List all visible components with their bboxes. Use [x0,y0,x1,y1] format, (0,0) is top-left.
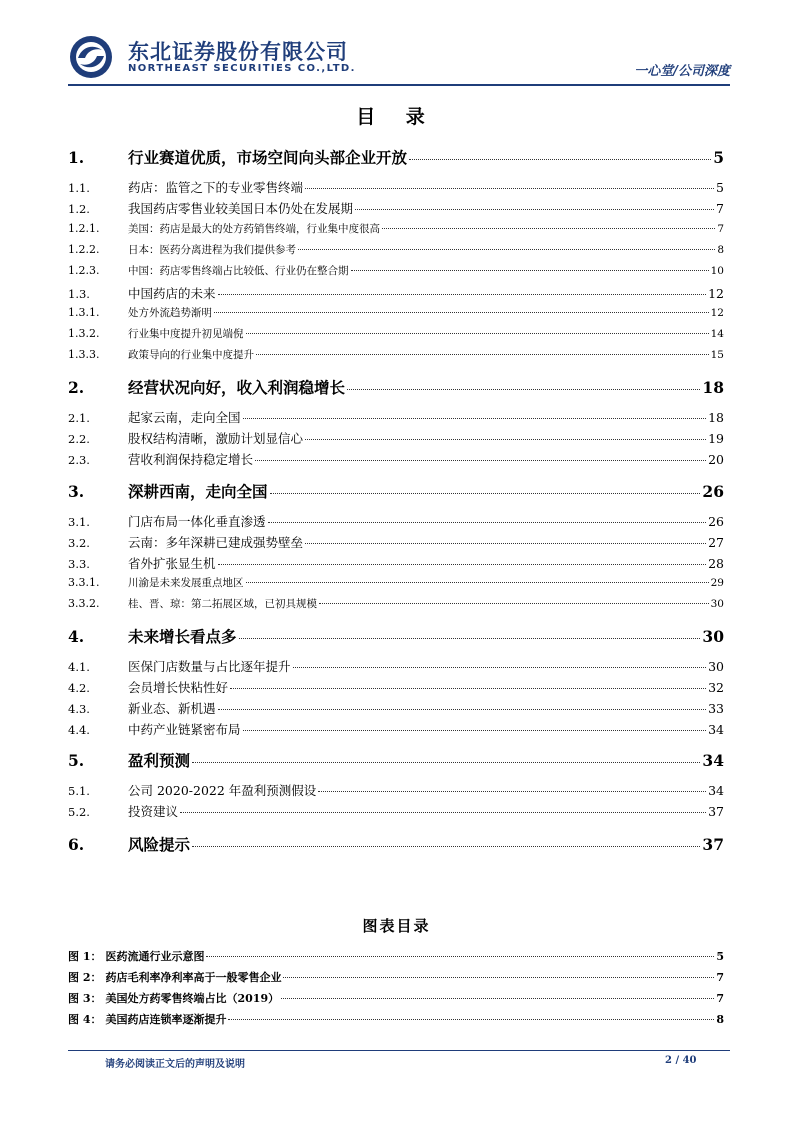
toc-entry[interactable] [68,376,724,398]
toc-page: 5 [713,148,724,167]
dot-leader [230,688,706,689]
dot-leader [246,582,709,583]
toc-text: 门店布局一体化垂直渗透 [128,514,266,529]
figure-number: 图 2： [68,971,102,984]
toc-text: 投资建议 [128,804,179,819]
figure-page: 7 [716,992,724,1005]
toc-text: 云南：多年深耕已建成强势壁垒 [128,535,304,550]
toc-entry[interactable] [68,480,724,502]
toc-text: 中国：药店零售终端占比较低、行业仍在整合期 [128,265,349,277]
toc-number: 1. [68,148,85,167]
toc-text: 营收利润保持稳定增长 [128,452,254,467]
toc-entry[interactable] [68,533,724,551]
figure-text: 美国药店连锁率逐渐提升 [105,1013,227,1026]
toc-number: 1.2.3. [68,264,100,277]
toc-title: 目 录 [356,106,437,128]
figure-entry[interactable] [68,948,724,964]
toc-entry[interactable] [68,657,724,675]
toc-entry[interactable] [68,512,724,530]
toc-text: 风险提示 [128,836,191,854]
toc-entry[interactable] [68,575,724,590]
toc-page: 20 [708,452,724,467]
toc-page: 12 [708,286,724,301]
toc-number: 1.3. [68,287,90,301]
toc-number: 4.1. [68,660,90,674]
header-divider [68,84,730,86]
toc-entry[interactable] [68,781,724,799]
toc-entry[interactable] [68,326,724,341]
toc-number: 2.3. [68,453,90,467]
toc-page: 33 [708,701,724,716]
toc-text: 起家云南，走向全国 [128,410,241,425]
dot-leader [206,956,714,957]
dot-leader [283,977,714,978]
page-header [68,34,730,82]
toc-number: 1.1. [68,181,90,195]
figure-text: 美国处方药零售终端占比（2019） [105,992,280,1005]
toc-page: 8 [717,244,724,256]
toc-entry[interactable] [68,554,724,572]
toc-text: 公司 2020-2022 年盈利预测假设 [128,783,317,798]
dot-leader [409,159,711,160]
toc-text: 经营状况向好，收入利润稳增长 [128,379,346,397]
toc-text: 中药产业链紧密布局 [128,722,241,737]
toc-entry[interactable] [68,429,724,447]
toc-text: 川渝是未来发展重点地区 [128,577,244,589]
figure-text: 药店毛利率净利率高于一般零售企业 [105,971,282,984]
toc-entry[interactable] [68,678,724,696]
dot-leader [218,709,707,710]
dot-leader [243,730,707,731]
figure-page: 7 [716,971,724,984]
dot-leader [228,1019,714,1020]
dot-leader [281,998,714,999]
figure-number: 图 3： [68,992,102,1005]
report-type: 一心堂/公司深度 [634,64,730,79]
dot-leader [305,543,706,544]
toc-entry[interactable] [68,263,724,278]
toc-text: 政策导向的行业集中度提升 [128,349,254,361]
company-logo-icon [68,34,114,80]
toc-page: 34 [708,783,724,798]
toc-entry[interactable] [68,749,724,771]
toc-entry[interactable] [68,596,724,611]
toc-entry[interactable] [68,221,724,236]
toc-text: 处方外流趋势渐明 [128,307,212,319]
toc-number: 3.1. [68,515,90,529]
toc-text: 未来增长看点多 [128,628,237,646]
toc-page: 30 [702,627,724,646]
figure-page: 8 [716,1013,724,1026]
dot-leader [347,389,700,390]
dot-leader [192,846,700,847]
dot-leader [318,791,706,792]
toc-page: 7 [716,201,724,216]
toc-number: 4.4. [68,723,90,737]
toc-number: 4.3. [68,702,90,716]
toc-number: 1.2. [68,202,90,216]
toc-page: 32 [708,680,724,695]
dot-leader [319,603,709,604]
dot-leader [239,638,701,639]
toc-text: 股权结构清晰，激励计划显信心 [128,431,304,446]
toc-number: 3.3.2. [68,597,100,610]
toc-text: 盈利预测 [128,752,191,770]
toc-number: 3.3.1. [68,576,100,589]
toc-page: 34 [702,751,724,770]
toc-page: 28 [708,556,724,571]
toc-entry[interactable] [68,625,724,647]
toc-page: 10 [710,265,724,277]
toc-page: 34 [708,722,724,737]
toc-number: 4.2. [68,681,90,695]
dot-leader [218,564,707,565]
toc-text: 行业赛道优质，市场空间向头部企业开放 [128,149,408,167]
toc-entry[interactable] [68,833,724,855]
toc-number: 2. [68,378,85,397]
toc-number: 2.1. [68,411,90,425]
toc-number: 3. [68,482,85,501]
toc-page: 15 [710,349,724,361]
toc-number: 3.2. [68,536,90,550]
toc-text: 我国药店零售业较美国日本仍处在发展期 [128,201,354,216]
toc-page: 37 [708,804,724,819]
toc-entry[interactable] [68,408,724,426]
toc-entry[interactable] [68,720,724,738]
dot-leader [305,439,706,440]
toc-number: 1.2.1. [68,222,100,235]
toc-entry[interactable] [68,146,724,168]
toc-entry[interactable] [68,178,724,196]
toc-entry[interactable] [68,699,724,717]
dot-leader [268,522,707,523]
toc-number: 5. [68,751,85,770]
toc-number: 5.1. [68,784,90,798]
dot-leader [180,812,706,813]
toc-entry[interactable] [68,242,724,257]
toc-page: 5 [716,180,724,195]
dot-leader [218,294,707,295]
dot-leader [382,228,715,229]
figure-entry[interactable] [68,990,724,1006]
figure-text: 医药流通行业示意图 [105,950,205,963]
toc-page: 26 [702,482,724,501]
toc-page: 26 [708,514,724,529]
figure-entry[interactable] [68,1011,724,1027]
toc-page: 30 [708,659,724,674]
dot-leader [293,667,707,668]
toc-entry[interactable] [68,284,724,302]
toc-number: 1.3.3. [68,348,100,361]
toc-page: 37 [702,835,724,854]
toc-number: 6. [68,835,85,854]
dot-leader [255,460,706,461]
figure-entry[interactable] [68,969,724,985]
toc-text: 会员增长快粘性好 [128,680,229,695]
toc-text: 美国：药店是最大的处方药销售终端，行业集中度很高 [128,223,380,235]
toc-number: 1.2.2. [68,243,100,256]
dot-leader [214,312,709,313]
toc-page: 30 [710,598,724,610]
figure-page: 5 [716,950,724,963]
footer-divider [68,1050,730,1051]
toc-number: 4. [68,627,85,646]
toc-text: 深耕西南，走向全国 [128,483,268,501]
dot-leader [256,354,709,355]
toc-number: 1.3.2. [68,327,100,340]
toc-entry[interactable] [68,450,724,468]
toc-text: 药店：监管之下的专业零售终端 [128,180,304,195]
toc-page: 7 [717,223,724,235]
toc-entry[interactable] [68,347,724,362]
dot-leader [246,333,709,334]
company-name-cn: 东北证券股份有限公司 [128,40,348,64]
toc-entry[interactable] [68,802,724,820]
figure-list-title: 图表目录 [362,917,431,935]
toc-number: 5.2. [68,805,90,819]
dot-leader [305,188,714,189]
toc-number: 1.3.1. [68,306,100,319]
dot-leader [298,249,715,250]
toc-number: 3.3. [68,557,90,571]
toc-text: 行业集中度提升初见端倪 [128,328,244,340]
toc-text: 日本：医药分离进程为我们提供参考 [128,244,296,256]
toc-page: 12 [710,307,724,319]
toc-text: 桂、晋、琼：第二拓展区域，已初具规模 [128,598,317,610]
toc-page: 29 [710,577,724,589]
toc-page: 18 [708,410,724,425]
toc-entry[interactable] [68,305,724,320]
page-indicator: 2 / 40 [665,1055,697,1066]
dot-leader [355,209,714,210]
toc-number: 2.2. [68,432,90,446]
disclaimer-note: 请务必阅读正文后的声明及说明 [105,1059,245,1070]
toc-text: 省外扩张显生机 [128,556,216,571]
company-name-en: NORTHEAST SECURITIES CO.,LTD. [128,63,356,74]
toc-page: 27 [708,535,724,550]
toc-text: 医保门店数量与占比逐年提升 [128,659,291,674]
toc-entry[interactable] [68,199,724,217]
toc-page: 19 [708,431,724,446]
toc-text: 新业态、新机遇 [128,701,216,716]
dot-leader [351,270,709,271]
figure-number: 图 1： [68,950,102,963]
toc-page: 14 [710,328,724,340]
dot-leader [270,493,701,494]
toc-page: 18 [702,378,724,397]
figure-number: 图 4： [68,1013,102,1026]
dot-leader [243,418,707,419]
dot-leader [192,762,700,763]
toc-text: 中国药店的未来 [128,286,216,301]
